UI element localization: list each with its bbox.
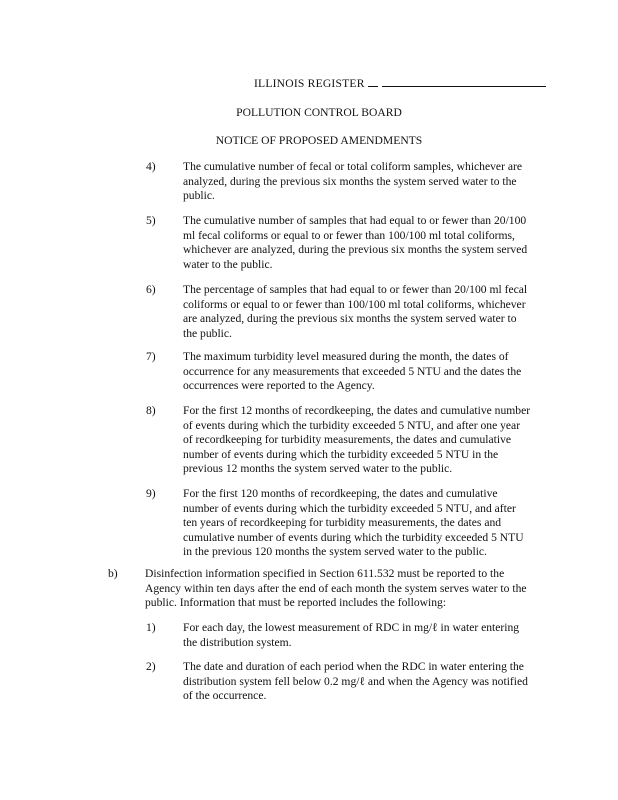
- text-line: of events during which the turbidity exceeded 5 NTU, and after one year: [183, 418, 521, 432]
- text-line: ten years of recordkeeping for turbidity measurements, the dates and: [183, 516, 502, 530]
- item-number: 8): [146, 404, 156, 417]
- text-line: are analyzed, during the previous six months the system served water to: [183, 312, 517, 326]
- text-line: water to the public.: [183, 257, 273, 271]
- text-line: number of events during which the turbidity exceeded 5 NTU in the: [183, 447, 499, 461]
- text-line: The maximum turbidity level measured during the month, the dates of: [183, 350, 509, 363]
- item-number: 9): [146, 487, 156, 500]
- item-text: [183, 350, 543, 394]
- text-line: Agency within ten days after the end of each month the system serves water to the: [145, 581, 527, 595]
- text-line: The date and duration of each period when the RDC in water entering the: [183, 660, 524, 673]
- text-line: For the first 12 months of recordkeeping, the dates and cumulative number: [183, 404, 531, 417]
- item-text: [183, 621, 543, 650]
- text-line: The cumulative number of fecal or total coliform samples, whichever are: [183, 160, 522, 173]
- text-line: the distribution system.: [183, 635, 292, 649]
- text-line: occurrences were reported to the Agency.: [183, 379, 375, 393]
- item-number: 4): [146, 160, 156, 173]
- text-line: ml fecal coliforms or equal to or fewer than 100/100 ml total coliforms,: [183, 228, 515, 242]
- notice-title: NOTICE OF PROPOSED AMENDMENTS: [215, 134, 423, 147]
- item-text: [183, 283, 543, 341]
- text-line: whichever are analyzed, during the previous six months the system served: [183, 243, 528, 257]
- text-line: coliforms or equal to or fewer than 100/100 ml total coliforms, whichever: [183, 297, 526, 311]
- text-line: the public.: [183, 326, 232, 340]
- text-line: number of events during which the turbidity exceeded 5 NTU, and after: [183, 501, 516, 515]
- text-line: For the first 120 months of recordkeeping, the dates and cumulative: [183, 487, 498, 500]
- text-line: previous 12 months the system served water to the public.: [183, 462, 453, 476]
- item-number: 2): [146, 660, 156, 673]
- text-line: of recordkeeping for turbidity measurements, the dates and cumulative: [183, 433, 512, 447]
- item-number: 5): [146, 214, 156, 227]
- item-text: [183, 404, 543, 477]
- text-line: occurrence for any measurements that exceeded 5 NTU and the dates the: [183, 364, 522, 378]
- item-text: [183, 214, 543, 272]
- issue-blank: [368, 75, 378, 87]
- text-line: The percentage of samples that had equal to or fewer than 20/100 ml fecal: [183, 283, 528, 296]
- text-line: of the occurrence.: [183, 689, 267, 703]
- section-text: [145, 567, 545, 611]
- text-line: The cumulative number of samples that had equal to or fewer than 20/100: [183, 214, 527, 227]
- text-line: For each day, the lowest measurement of RDC in mg/ℓ in water entering: [183, 621, 520, 634]
- text-line: public. Information that must be reported includes the following:: [145, 596, 447, 610]
- section-number: b): [108, 567, 118, 580]
- text-line: public.: [183, 189, 215, 203]
- item-text: [183, 487, 543, 560]
- text-line: analyzed, during the previous six months the system served water to the: [183, 174, 517, 188]
- register-title: ILLINOIS REGISTER: [254, 77, 365, 90]
- register-header: [254, 75, 554, 92]
- text-line: cumulative number of events during which the turbidity exceeded 5 NTU: [183, 530, 524, 544]
- item-number: 6): [146, 283, 156, 296]
- board-title: POLLUTION CONTROL BOARD: [236, 106, 402, 119]
- page-number-blank: [382, 75, 546, 87]
- item-text: [183, 660, 543, 704]
- item-text: [183, 160, 543, 204]
- item-number: 7): [146, 350, 156, 363]
- text-line: distribution system fell below 0.2 mg/ℓ and when the Agency was notified: [183, 674, 528, 688]
- item-number: 1): [146, 621, 156, 634]
- text-line: in the previous 120 months the system served water to the public.: [183, 545, 487, 559]
- text-line: Disinfection information specified in Section 611.532 must be reported to the: [145, 567, 505, 580]
